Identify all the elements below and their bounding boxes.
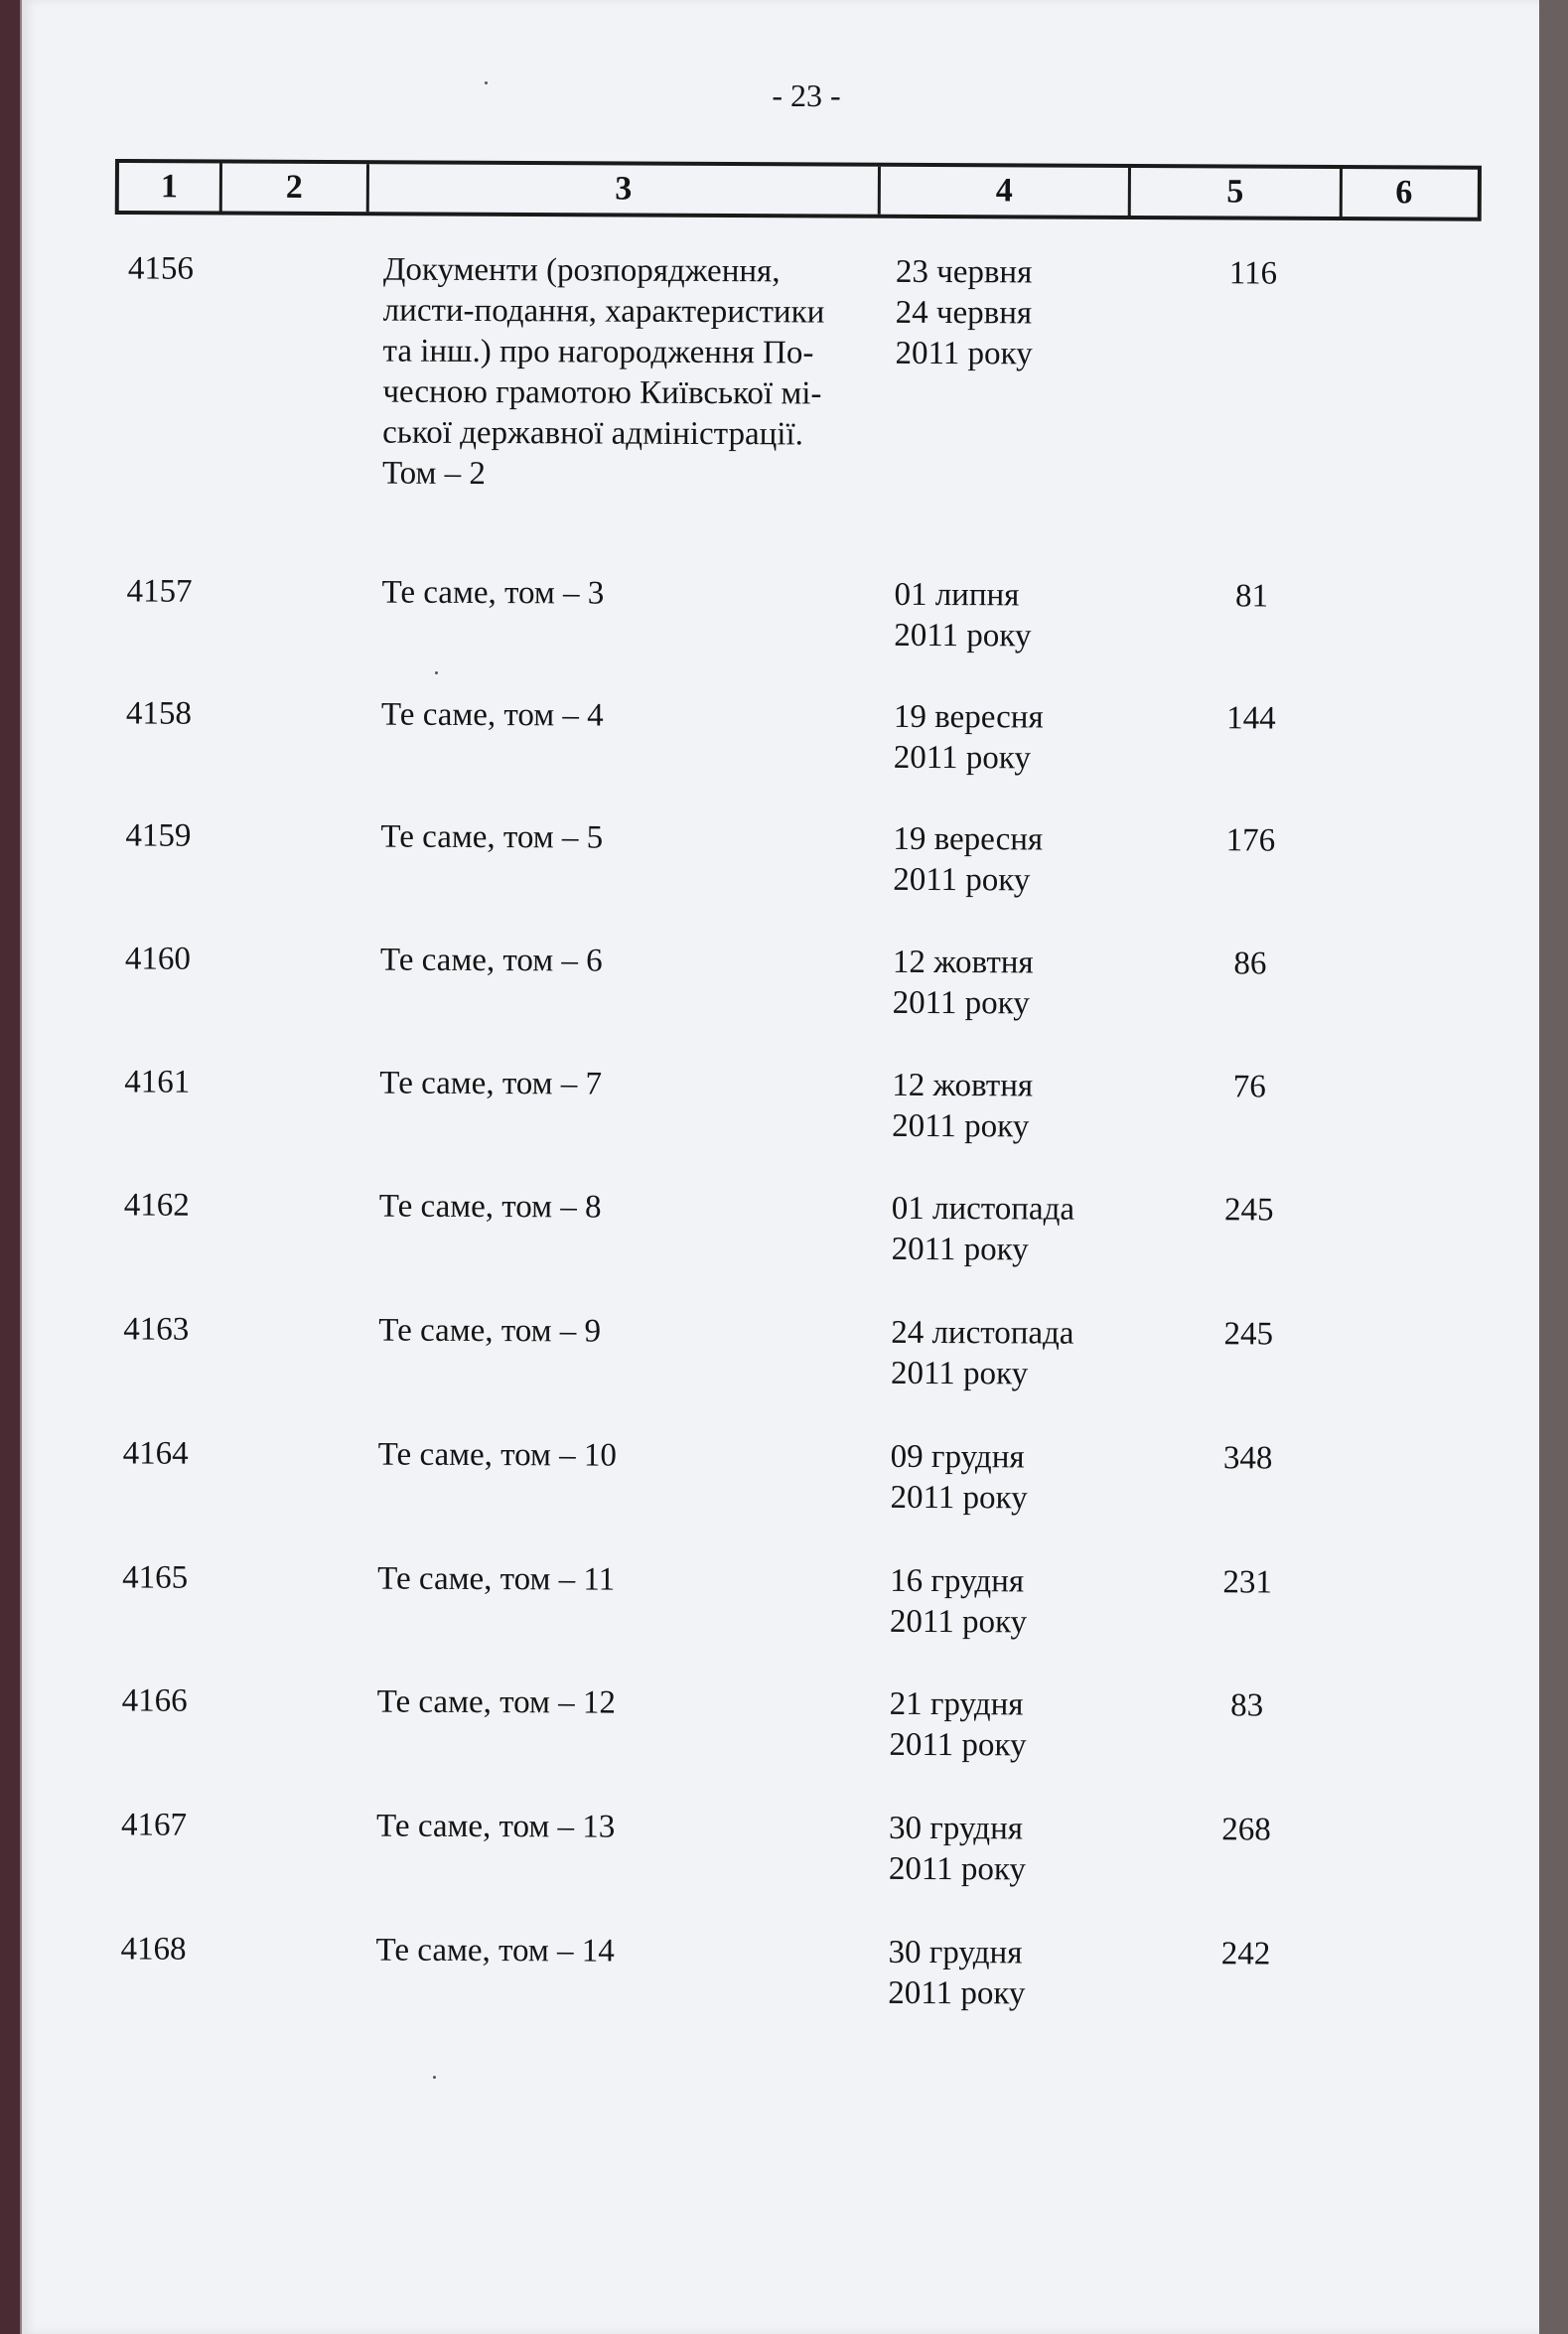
entry-number: 4161 [124, 1064, 191, 1100]
table-row [17, 1433, 1534, 1517]
page-number: - 23 - [772, 77, 841, 113]
table-row [20, 693, 1537, 777]
entry-page-count: 116 [1228, 255, 1278, 292]
entry-page-count: 348 [1222, 1440, 1273, 1477]
entry-page-count: 83 [1230, 1687, 1264, 1724]
table-row [18, 1062, 1535, 1145]
entry-description: Те саме, том – 14 [375, 1932, 615, 1969]
column-header-3: 3 [369, 164, 881, 215]
paper-speck [485, 81, 488, 84]
entry-dates: 16 грудня 2011 року [889, 1562, 1028, 1641]
entry-page-count: 176 [1225, 822, 1276, 859]
column-header-2: 2 [222, 164, 369, 213]
entry-number: 4157 [126, 573, 193, 610]
column-header-5: 5 [1131, 168, 1343, 217]
document-page [22, 0, 1539, 2334]
entry-page-count: 231 [1222, 1564, 1272, 1601]
table-row [18, 1185, 1535, 1268]
entry-description: Документи (розпорядження, листи-подання, характеристики та інш.) про нагородження По- чесною грамотою Київської мі- ської державної адміністрації. Том – 2 [381, 251, 825, 493]
column-header-1: 1 [119, 163, 222, 212]
entry-description: Те саме, том – 3 [381, 574, 605, 612]
table-row [17, 1309, 1534, 1392]
entry-page-count: 81 [1234, 578, 1269, 615]
entry-page-count: 245 [1223, 1192, 1274, 1229]
entry-dates: 19 вересня 2011 року [893, 698, 1044, 777]
entry-number: 4163 [123, 1311, 190, 1348]
table-row [16, 1557, 1533, 1641]
entry-description: Те саме, том – 5 [380, 818, 604, 856]
table-row [21, 571, 1538, 655]
entry-dates: 12 жовтня 2011 року [892, 1067, 1034, 1145]
entry-number: 4165 [122, 1559, 189, 1596]
inventory-entries [22, 248, 1539, 2012]
entry-number: 4162 [123, 1187, 190, 1224]
entry-dates: 24 листопада 2011 року [890, 1314, 1074, 1392]
column-header-6: 6 [1395, 174, 1413, 212]
entry-number: 4166 [121, 1682, 188, 1719]
entry-number: 4168 [120, 1931, 187, 1968]
entry-dates: 09 грудня 2011 року [890, 1438, 1028, 1517]
table-row [20, 815, 1537, 899]
entry-dates: 30 грудня 2011 року [888, 1934, 1026, 2012]
entry-dates: 30 грудня 2011 року [888, 1810, 1027, 1888]
entry-dates: 12 жовтня 2011 року [892, 944, 1034, 1022]
entry-description: Те саме, том – 8 [378, 1188, 602, 1226]
table-row [15, 1929, 1532, 2012]
entry-dates: 01 липня 2011 року [894, 576, 1032, 655]
column-header-row [115, 159, 1482, 221]
next-page-edge [1538, 0, 1568, 2334]
entry-number: 4156 [127, 250, 194, 287]
entry-dates: 01 листопада 2011 року [891, 1190, 1075, 1268]
binding-edge [0, 0, 20, 2334]
entry-description: Те саме, том – 9 [378, 1312, 602, 1350]
table-row [16, 1680, 1533, 1764]
entry-description: Те саме, том – 6 [379, 942, 603, 979]
entry-description: Те саме, том – 7 [379, 1065, 603, 1102]
entry-page-count: 242 [1220, 1936, 1271, 1972]
entry-dates: 23 червня 24 червня 2011 року [895, 253, 1033, 372]
paper-speck [435, 671, 438, 674]
entry-number: 4159 [125, 817, 192, 854]
entry-number: 4167 [120, 1807, 188, 1843]
entry-page-count: 86 [1233, 946, 1267, 982]
table-row [19, 939, 1536, 1022]
entry-page-count: 76 [1232, 1069, 1266, 1105]
entry-description: Те саме, том – 10 [377, 1436, 618, 1474]
entry-description: Те саме, том – 13 [375, 1808, 616, 1845]
paper-speck [433, 2076, 436, 2079]
entry-description: Те саме, том – 12 [376, 1683, 616, 1721]
entry-page-count: 268 [1221, 1812, 1271, 1848]
entry-dates: 19 вересня 2011 року [893, 820, 1044, 899]
entry-number: 4158 [125, 695, 193, 732]
entry-description: Те саме, том – 4 [380, 696, 604, 734]
entry-number: 4160 [124, 941, 191, 977]
entry-page-count: 144 [1226, 700, 1276, 737]
table-row [15, 1805, 1532, 1888]
entry-page-count: 245 [1223, 1316, 1274, 1353]
entry-number: 4164 [122, 1435, 189, 1472]
table-row [22, 248, 1539, 493]
entry-dates: 21 грудня 2011 року [889, 1685, 1027, 1764]
column-header-4: 4 [881, 167, 1131, 216]
entry-description: Те саме, том – 11 [377, 1560, 616, 1598]
